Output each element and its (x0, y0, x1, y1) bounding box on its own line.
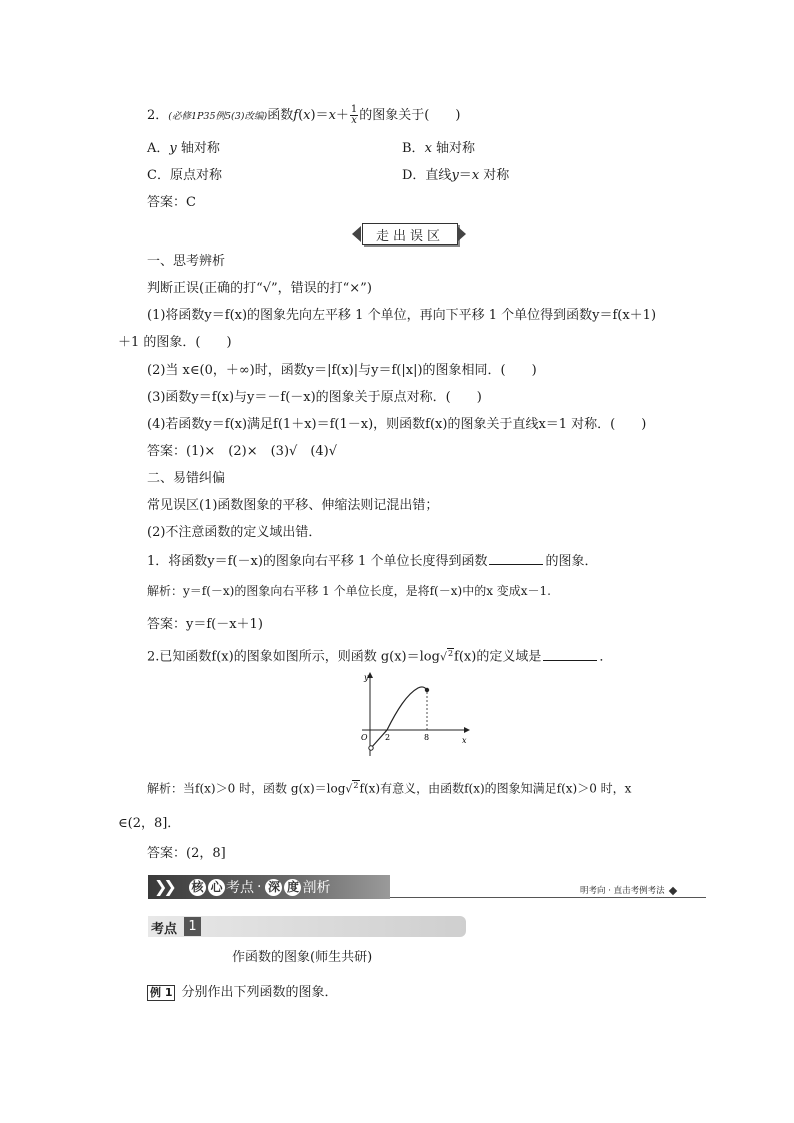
question-source: (必修1P35例5(3)改编) (168, 111, 268, 122)
header-rule (390, 897, 706, 898)
solution-2-cont: ∈(2，8]． (118, 816, 181, 831)
chevron-double-icon: ❯❯ (154, 877, 173, 896)
item-2: (2)当 x∈(0，＋∞)时，函数y＝|f(x)|与y＝f(|x|)的图象相同．( ) (147, 363, 537, 378)
problem-1: 1．将函数y＝f(－x)的图象向右平移 1 个单位长度得到函数 的图象． (147, 554, 598, 569)
header-char: 核 (189, 879, 206, 896)
math-eq: )＝ (310, 108, 329, 123)
kaodian-label: 考点 (151, 922, 178, 937)
header-char: 心 (208, 879, 225, 896)
x-axis-arrow-icon (464, 727, 470, 733)
header-char: 度 (284, 879, 301, 896)
kaodian-number: 1 (184, 917, 201, 936)
sqrt-base: √$^2$ (345, 781, 359, 796)
kaodian-bar (148, 916, 466, 937)
core-subtitle: 明考向 · 直击考例考法 (580, 884, 676, 896)
header-char: 深 (265, 879, 282, 896)
item-1: (1)将函数y＝f(x)的图象先向左平移 1 个单位，再向下平移 1 个单位得到函数y＝f(x＋1) (147, 308, 657, 323)
header-text: 剖析 (302, 880, 331, 896)
diamond-icon (668, 886, 676, 894)
question-2 (147, 105, 460, 126)
item-3: (3)函数y＝f(x)与y＝－f(－x)的图象关于原点对称．( ) (147, 390, 482, 405)
math-paren: ( (298, 108, 304, 123)
problem-2: 2.已知函数f(x)的图象如图所示，则函数 g(x)＝log√$^2$f(x)的定义域是 ． (147, 645, 612, 667)
math-x: x (303, 108, 311, 123)
item-1-cont: ＋1 的图象．( ) (118, 335, 232, 350)
header-text: 考点 (226, 880, 254, 896)
math-x: x (328, 108, 336, 123)
answer-p1: 答案：y＝f(－x＋1) (147, 617, 263, 632)
example-text: 分别作出下列函数的图象． (181, 985, 338, 1000)
example-label: 例 1 (147, 985, 175, 1001)
origin-label: O (361, 733, 368, 742)
option-c: C．原点对称 (147, 168, 222, 183)
section-title: 二、易错纠偏 (147, 471, 226, 486)
header-dot: · (257, 879, 262, 895)
core-section-header (148, 875, 390, 899)
answer-sec1: 答案：(1)× (2)× (3)√ (4)√ (147, 444, 338, 459)
banner-title: 走出误区 (362, 223, 458, 245)
open-endpoint (369, 746, 373, 750)
fraction (350, 105, 358, 126)
option-d: D．直线y＝x 对称 (402, 168, 510, 183)
kaodian-title: 作函数的图象(师生共研) (232, 950, 373, 965)
solution-1: 解析：y＝f(－x)的图象向右平移 1 个单位长度，是将f(－x)中的x 变成x－1. (147, 584, 551, 598)
section-title: 一、思考辨析 (147, 254, 226, 269)
question-text-tail: 的图象关于( ) (359, 108, 461, 123)
question-number: 2． (147, 108, 169, 123)
math-plus: ＋ (335, 108, 349, 123)
question-text: 函数 (267, 108, 294, 123)
arrow-left-icon (352, 226, 361, 242)
answer-p2: 答案：(2，8] (147, 846, 226, 861)
answer-q2: 答案：C (147, 195, 196, 210)
mistake-line-2: (2)不注意函数的定义域出错． (147, 525, 322, 540)
option-a: A．y 轴对称 (147, 141, 220, 156)
answer-blank[interactable] (543, 648, 597, 661)
option-b: B．x 轴对称 (402, 141, 476, 156)
function-graph (352, 670, 472, 760)
example-1 (147, 984, 338, 1002)
answer-blank[interactable] (489, 552, 543, 565)
function-curve (371, 687, 430, 748)
arrow-right-icon (457, 226, 466, 242)
tick-2: 2 (385, 733, 391, 742)
section-intro: 判断正误(正确的打“√”，错误的打“×”) (147, 281, 372, 296)
math-f: f (293, 108, 299, 123)
section-banner (352, 223, 466, 245)
sqrt-base: √$^2$ (439, 649, 454, 664)
fraction-numerator: 1 (350, 104, 358, 115)
x-label: x (462, 736, 467, 745)
mistake-line-1: 常见误区(1)函数图象的平移、伸缩法则记混出错； (147, 498, 439, 513)
item-4: (4)若函数y＝f(x)满足f(1＋x)＝f(1－x)，则函数f(x)的图象关于直线x＝1 对称．( ) (147, 417, 647, 432)
y-label: y (364, 673, 369, 682)
closed-endpoint (425, 688, 429, 692)
fraction-denominator: x (351, 115, 357, 126)
tick-8: 8 (424, 733, 430, 742)
solution-2: 解析：当f(x)＞0 时，函数 g(x)＝log√$^2$f(x)有意义，由函数f(x)的图象知满足f(x)＞0 时，x (147, 777, 631, 799)
